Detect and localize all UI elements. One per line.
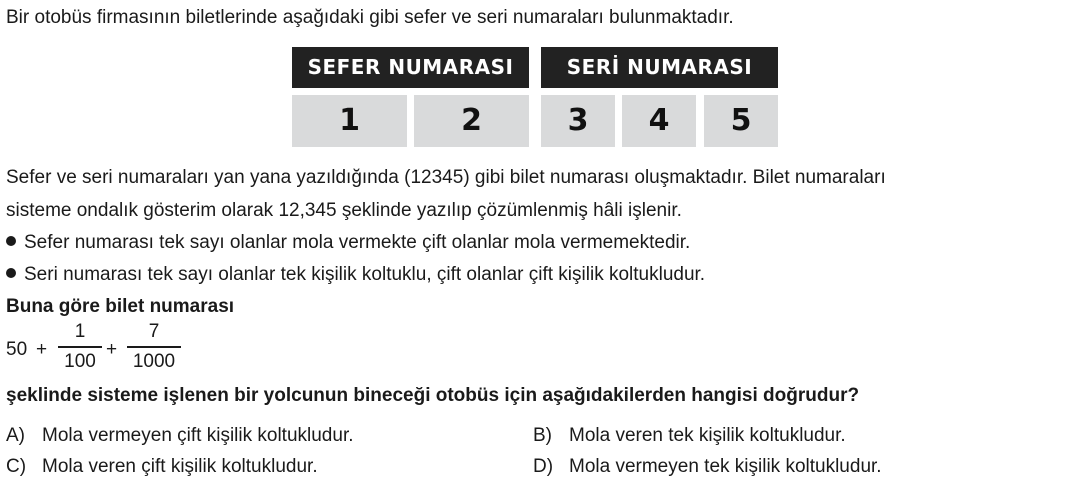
sefer-digit-cell: 1 xyxy=(292,95,407,147)
option-letter: C) xyxy=(6,456,27,477)
bullet-icon xyxy=(6,236,16,246)
intro-text: Bir otobüs firmasının biletlerinde aşağıdaki gibi sefer ve seri numaraları bulunmaktadır. xyxy=(6,7,734,28)
option-text: Mola vermeyen çift kişilik koltukludur. xyxy=(42,425,354,446)
seri-digit-cell: 3 xyxy=(541,95,615,147)
sefer-number-header: SEFER NUMARASI xyxy=(292,47,529,88)
bullet-item xyxy=(6,264,705,286)
option-text: Mola veren çift kişilik koltukludur. xyxy=(42,456,318,477)
fraction-bar xyxy=(127,346,181,348)
sefer-digit-cell: 2 xyxy=(414,95,529,147)
option-letter: B) xyxy=(533,425,552,446)
fraction-denominator: 1000 xyxy=(132,350,176,372)
bullet-item xyxy=(6,232,690,254)
option-letter: D) xyxy=(533,456,554,477)
fraction-numerator: 7 xyxy=(148,321,160,342)
expression-plus: + xyxy=(106,339,118,360)
bullet-icon xyxy=(6,268,16,278)
seri-digit-cell: 4 xyxy=(622,95,696,147)
seri-number-header: SERİ NUMARASI xyxy=(541,47,778,88)
fraction-numerator: 1 xyxy=(74,321,86,342)
option-text: Mola veren tek kişilik koltukludur. xyxy=(569,425,846,446)
option-a[interactable] xyxy=(6,425,354,447)
paragraph-line-2: sisteme ondalık gösterim olarak 12,345 şeklinde yazılıp çözümlenmiş hâli işlenir. xyxy=(6,200,682,221)
question-text: şeklinde sisteme işlenen bir yolcunun bineceği otobüs için aşağıdakilerden hangisi doğrudur? xyxy=(6,385,860,406)
fraction-denominator: 100 xyxy=(64,350,96,372)
bullet-text: Sefer numarası tek sayı olanlar mola vermekte çift olanlar mola vermemektedir. xyxy=(24,232,691,253)
option-letter: A) xyxy=(6,425,25,446)
option-d[interactable] xyxy=(533,456,882,478)
expression-whole: 50 xyxy=(6,339,28,360)
fraction xyxy=(58,321,102,373)
expression-plus: + xyxy=(36,339,48,360)
paragraph-line-1: Sefer ve seri numaraları yan yana yazıldığında (12345) gibi bilet numarası oluşmaktadır. Bilet numaraları xyxy=(6,167,886,188)
option-c[interactable] xyxy=(6,456,318,478)
option-text: Mola vermeyen tek kişilik koltukludur. xyxy=(569,456,882,477)
seri-digit-cell: 5 xyxy=(704,95,778,147)
fraction xyxy=(127,321,181,373)
fraction-bar xyxy=(58,346,102,348)
prompt-text: Buna göre bilet numarası xyxy=(6,296,235,317)
bullet-text: Seri numarası tek sayı olanlar tek kişilik koltuklu, çift olanlar çift kişilik koltukludur. xyxy=(24,264,706,285)
option-b[interactable] xyxy=(533,425,846,447)
